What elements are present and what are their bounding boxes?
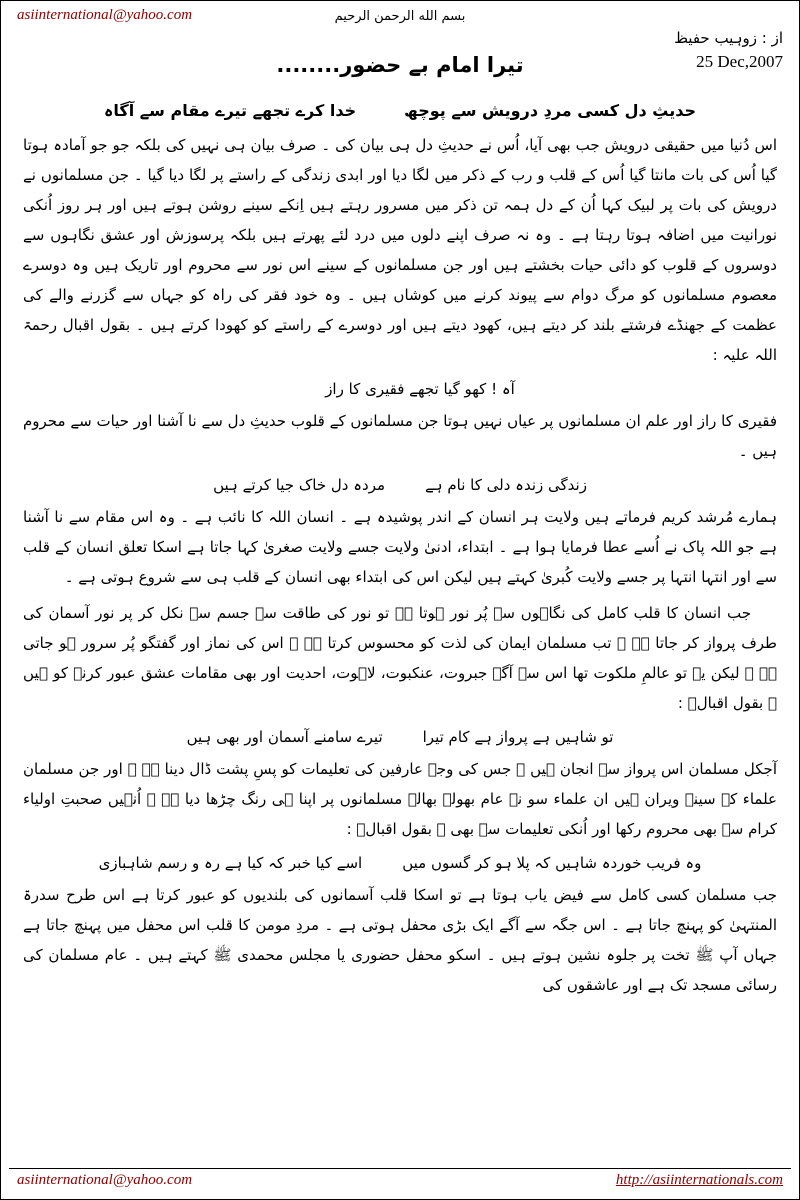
couplet-2 bbox=[23, 380, 777, 398]
couplet-3 bbox=[23, 476, 777, 494]
couplet-1 bbox=[23, 101, 777, 120]
document-body bbox=[1, 101, 799, 1000]
author-name: از : زوہیب حفیظ bbox=[674, 29, 783, 47]
paragraph-6: جب مسلمان کسی کامل سے فیض یاب ہوتا ہے تو اسکا قلب آسمانوں کی بلندیوں کو عبور کرتا ہے اس طرح سدرۃ المنتہیٰ کو پہنچ جاتا ہے ۔ اس جگہ سے آگے ایک بڑی محفل ہوتی ہے ۔ مردِ مومن کا قلب اس محفل میں پہنچ جاتا ہے جہاں آپ ﷺ تخت پر جلوہ نشین ہوتے ہیں ۔ اسکو محفل حضوری یا مجلس محمدی ﷺ کہتے ہیں ۔ عام مسلمان کی رسائی مسجد تک ہے اور عاشقوں کی bbox=[23, 886, 777, 994]
document-date: 25 Dec,2007 bbox=[696, 51, 783, 71]
footer-email: asiinternational@yahoo.com bbox=[17, 1171, 193, 1188]
bismillah-line: بسم الله الرحمن الرحيم bbox=[334, 9, 466, 24]
couplet-3-left: مردہ دل خاک جیا کرتے ہیں bbox=[213, 476, 386, 494]
paragraph-4: جب انسان کا قلب کامل کی نگاہوں سے پُر نور ہوتا ہے تو نور کی طاقت سے جسم سے نکل کر پر نور آسمان کی طرف پرواز کر جاتا ہے ۔ تب مسلمان ایمان کی لذت کو محسوس کرتا ہے ۔ اس کی نماز اور گفتگو پُر سرور ہو جاتی ہے ۔ لیکن یہ تو عالمِ ملکوت تھا اس سے آگے جبروت، عنکبوت، لاہوت، احدیت اور بھی مقامات عشق عبور کرنے کو ہیں ۔ بقول اقبالؒ : bbox=[23, 604, 777, 712]
couplet-3-right: زندگی زندہ دلی کا نام ہے bbox=[425, 476, 587, 494]
couplet-4-left: تیرے سامنے آسمان اور بھی ہیں bbox=[186, 728, 383, 746]
footer-website-link[interactable]: http://asiinternationals.com bbox=[615, 1171, 783, 1188]
document-footer bbox=[1, 1167, 799, 1193]
paragraph-2: فقیری کا راز اور علم ان مسلمانوں پر عیاں نہیں ہوتا جن مسلمانوں کے قلوب حدیثِ دل سے نا آشنا اور حیات سے محروم ہیں ۔ bbox=[23, 412, 777, 460]
couplet-1-left: خدا کرے تجھے تیرے مقام سے آگاہ bbox=[104, 101, 357, 120]
paragraph-5: آجکل مسلمان اس پرواز سے انجان ہیں ۔ جس کی وجہ عارفین کی تعلیمات کو پسِ پشت ڈال دینا ہے ۔ اور جن مسلمان علماء کے سینے ویران ہیں ان علماء سو نے عام بھولے بھالے مسلمانوں پر اپنا ہی رنگ چڑھا دیا ہے ۔ اُنہیں صحبتِ اولیاء کرام سے بھی محروم رکھا اور اُنکی تعلیمات سے بھی ۔ بقول اقبالؒ : bbox=[23, 760, 777, 838]
page-title: تیرا امام بے حضور........ bbox=[276, 53, 524, 77]
couplet-2-right: آہ ! کھو گیا تجھے فقیری کا راز bbox=[325, 380, 515, 398]
couplet-5-right: وہ فریب خوردہ شاہیں کہ پلا ہو کر گسوں میں bbox=[402, 854, 702, 872]
couplet-4 bbox=[23, 728, 777, 746]
header-email: asiinternational@yahoo.com bbox=[17, 7, 193, 23]
couplet-5 bbox=[23, 854, 777, 872]
document-header bbox=[1, 1, 799, 87]
couplet-4-right: تو شاہیں ہے پرواز ہے کام تیرا bbox=[422, 728, 614, 746]
paragraph-3: ہمارے مُرشد کریم فرماتے ہیں ولایت ہر انسان کے اندر پوشیدہ ہے ۔ انسان اللہ کا نائب ہے ۔ وہ اس مقام سے نا آشنا ہے جو اللہ پاک نے اُسے عطا فرمایا ہوا ہے ۔ ابتداء، ادنیٰ ولایت جسے ولایت صغریٰ کہا جاتا ہے اسکا تعلق انسان کے قلب سے اور انتہا انتہا پر جسے ولایت کُبریٰ کہتے ہیں لیکن اس کی ابتداء بھی انسان کے قلب ہی سے شروع ہوتی ہے ۔ bbox=[23, 508, 777, 586]
paragraph-1: اس دُنیا میں حقیقی درویش جب بھی آیا، اُس نے حدیثِ دل ہی بیان کی ۔ صرف بیان ہی نہیں کی بلکہ جو جو آمادہ ہوتا گیا اُس کی بات مانتا گیا اُس کے قلب و رب کے ذکر میں لگا دیا اور ابدی زندگی کے راستے پر لگا دیا گیا ۔ جن مسلمانوں نے درویش کی بات پر لبیک کہا اُن کے دل ہمہ تن ذکر میں مسرور رہتے ہیں اِنکے سینے روشن ہوتے ہیں اور ہر روز اُنکی نورانیت میں اضافہ ہوتا رہتا ہے ۔ وہ نہ صرف اپنے دلوں میں درد لئے پھرتے ہیں بلکہ پرسوزش اور عشق نگاہوں سے دوسروں کے قلوب کو دائی حیات بخشتے ہیں اور جن مسلمانوں کے سینے اس نور سے محروم اور تاریک ہیں وہ دوسرے معصوم مسلمانوں کو مرگ دوام سے پیوند کرنے میں کوشاں ہیں ۔ وہ خود فقر کی راہ کو جہاں سے گزرنے والے کی عظمت کے جھنڈے فرشتے بلند کر دیتے ہیں، کھود دیتے ہیں اور دوسرے کے راستے کو کھودا کرتے ہیں ۔ بقول اقبال رحمۃ اللہ علیہ : bbox=[23, 136, 777, 364]
couplet-5-left: اسے کیا خبر کہ کیا ہے رہ و رسم شاہبازی bbox=[98, 854, 363, 872]
couplet-1-right: حدیثِ دل کسی مردِ درویش سے پوچھ bbox=[404, 101, 696, 120]
